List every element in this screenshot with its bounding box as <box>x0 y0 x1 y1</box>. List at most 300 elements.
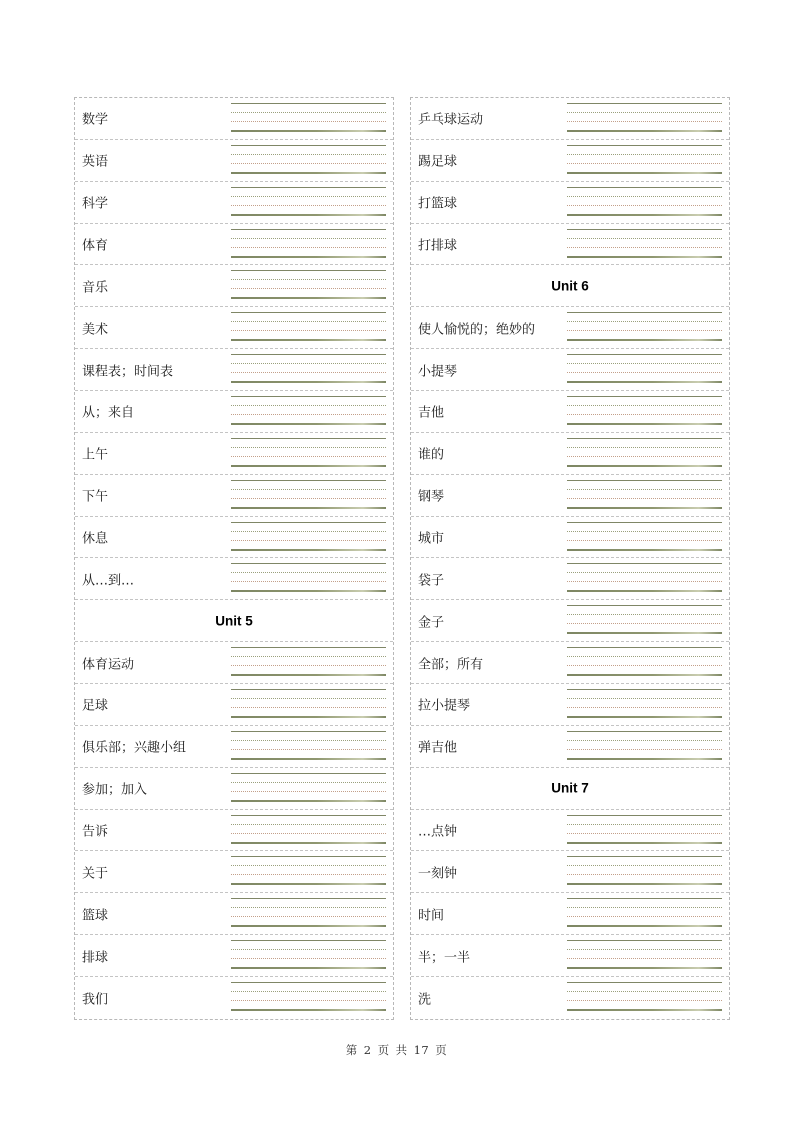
guide-dotted-line <box>231 447 386 448</box>
vocab-chinese-label: 英语 <box>82 154 109 170</box>
unit-heading: Unit 6 <box>551 278 589 294</box>
guide-solid-line <box>567 507 722 509</box>
writing-guide-lines[interactable] <box>231 270 386 299</box>
guide-dotted-line <box>231 112 386 113</box>
guide-dotted-line <box>231 456 386 457</box>
writing-guide-lines[interactable] <box>231 647 386 676</box>
left-vocab-table <box>74 97 394 1020</box>
vocab-chinese-label: 参加；加入 <box>82 782 148 798</box>
guide-dotted-line <box>567 330 722 331</box>
writing-guide-lines[interactable] <box>231 940 386 969</box>
vocab-row <box>75 851 393 893</box>
guide-solid-line <box>231 438 386 439</box>
guide-solid-line <box>567 647 722 648</box>
guide-dotted-line <box>567 581 722 582</box>
guide-dotted-line <box>567 456 722 457</box>
vocab-chinese-label: 从…到… <box>82 573 135 589</box>
guide-solid-line <box>567 925 722 927</box>
guide-solid-line <box>567 214 722 216</box>
writing-guide-lines[interactable] <box>567 605 722 634</box>
guide-dotted-line <box>231 707 386 708</box>
guide-solid-line <box>567 590 722 592</box>
vocab-chinese-label: 城市 <box>418 531 445 547</box>
guide-dotted-line <box>231 656 386 657</box>
vocab-row <box>411 558 729 600</box>
guide-solid-line <box>231 549 386 551</box>
guide-solid-line <box>567 130 722 132</box>
guide-dotted-line <box>231 991 386 992</box>
writing-guide-lines[interactable] <box>567 480 722 509</box>
vocab-chinese-label: 上午 <box>82 447 109 463</box>
page-footer <box>0 1042 793 1058</box>
guide-dotted-line <box>567 414 722 415</box>
guide-solid-line <box>567 256 722 258</box>
guide-solid-line <box>231 674 386 676</box>
guide-solid-line <box>231 689 386 690</box>
writing-guide-lines[interactable] <box>231 815 386 844</box>
guide-solid-line <box>567 563 722 564</box>
writing-guide-lines[interactable] <box>231 773 386 802</box>
guide-dotted-line <box>231 874 386 875</box>
writing-guide-lines[interactable] <box>567 815 722 844</box>
vocab-row <box>411 349 729 391</box>
vocab-row <box>411 977 729 1019</box>
guide-dotted-line <box>567 824 722 825</box>
writing-guide-lines[interactable] <box>567 856 722 885</box>
writing-guide-lines[interactable] <box>567 522 722 551</box>
guide-solid-line <box>231 940 386 941</box>
vocab-chinese-label: 数学 <box>82 112 109 128</box>
writing-guide-lines[interactable] <box>231 396 386 425</box>
guide-solid-line <box>567 1009 722 1011</box>
footer-prefix: 第 <box>345 1043 358 1057</box>
guide-solid-line <box>231 815 386 816</box>
writing-guide-lines[interactable] <box>231 145 386 174</box>
guide-dotted-line <box>231 907 386 908</box>
guide-dotted-line <box>231 791 386 792</box>
guide-dotted-line <box>567 489 722 490</box>
writing-guide-lines[interactable] <box>231 229 386 258</box>
guide-solid-line <box>231 423 386 425</box>
vocab-chinese-label: 洗 <box>418 992 432 1008</box>
guide-dotted-line <box>231 865 386 866</box>
guide-dotted-line <box>231 540 386 541</box>
guide-dotted-line <box>567 112 722 113</box>
vocab-chinese-label: 袋子 <box>418 573 445 589</box>
vocab-chinese-label: 使人愉悦的；绝妙的 <box>418 322 536 338</box>
guide-dotted-line <box>231 205 386 206</box>
vocab-chinese-label: 体育运动 <box>82 657 135 673</box>
guide-dotted-line <box>567 949 722 950</box>
vocab-row <box>75 642 393 684</box>
vocab-row <box>75 935 393 977</box>
writing-guide-lines[interactable] <box>231 187 386 216</box>
writing-guide-lines[interactable] <box>231 982 386 1011</box>
guide-solid-line <box>231 145 386 146</box>
writing-guide-lines[interactable] <box>567 982 722 1011</box>
guide-solid-line <box>231 381 386 383</box>
vocab-chinese-label: 科学 <box>82 196 109 212</box>
vocab-row <box>75 349 393 391</box>
writing-guide-lines[interactable] <box>231 103 386 132</box>
guide-dotted-line <box>231 279 386 280</box>
vocab-row <box>75 684 393 726</box>
guide-dotted-line <box>231 531 386 532</box>
guide-dotted-line <box>567 121 722 122</box>
guide-dotted-line <box>231 833 386 834</box>
guide-dotted-line <box>231 949 386 950</box>
guide-solid-line <box>231 297 386 299</box>
guide-solid-line <box>231 187 386 188</box>
vocab-row <box>75 224 393 266</box>
guide-dotted-line <box>567 740 722 741</box>
vocab-row <box>411 224 729 266</box>
vocab-chinese-label: 休息 <box>82 531 109 547</box>
guide-dotted-line <box>231 665 386 666</box>
guide-solid-line <box>231 982 386 983</box>
guide-dotted-line <box>567 991 722 992</box>
guide-solid-line <box>231 465 386 467</box>
vocab-chinese-label: …点钟 <box>418 824 458 840</box>
vocab-chinese-label: 弹吉他 <box>418 740 458 756</box>
vocab-row <box>75 810 393 852</box>
vocab-chinese-label: 我们 <box>82 992 109 1008</box>
vocab-row <box>411 517 729 559</box>
guide-solid-line <box>567 898 722 899</box>
vocab-chinese-label: 音乐 <box>82 280 109 296</box>
vocab-chinese-label: 打篮球 <box>418 196 458 212</box>
vocab-row <box>75 977 393 1019</box>
vocab-chinese-label: 谁的 <box>418 447 445 463</box>
guide-dotted-line <box>231 824 386 825</box>
guide-solid-line <box>567 339 722 341</box>
guide-solid-line <box>567 842 722 844</box>
writing-guide-lines[interactable] <box>231 689 386 718</box>
unit-heading: Unit 7 <box>551 780 589 796</box>
vocab-row <box>75 475 393 517</box>
guide-dotted-line <box>231 363 386 364</box>
guide-dotted-line <box>567 498 722 499</box>
guide-dotted-line <box>567 916 722 917</box>
guide-solid-line <box>567 145 722 146</box>
guide-solid-line <box>231 731 386 732</box>
vocab-chinese-label: 金子 <box>418 615 445 631</box>
guide-dotted-line <box>231 414 386 415</box>
vocab-chinese-label: 乒乓球运动 <box>418 112 484 128</box>
guide-dotted-line <box>231 581 386 582</box>
guide-solid-line <box>231 396 386 397</box>
right-vocab-table <box>410 97 730 1020</box>
guide-dotted-line <box>567 874 722 875</box>
vocab-row <box>75 893 393 935</box>
guide-dotted-line <box>567 247 722 248</box>
guide-solid-line <box>231 522 386 523</box>
guide-dotted-line <box>567 623 722 624</box>
vocab-row <box>411 935 729 977</box>
guide-dotted-line <box>231 498 386 499</box>
guide-solid-line <box>567 172 722 174</box>
vocab-chinese-label: 排球 <box>82 950 109 966</box>
guide-dotted-line <box>567 238 722 239</box>
guide-solid-line <box>231 883 386 885</box>
writing-guide-lines[interactable] <box>567 229 722 258</box>
guide-dotted-line <box>231 740 386 741</box>
vocab-chinese-label: 从；来自 <box>82 405 135 421</box>
guide-dotted-line <box>567 205 722 206</box>
guide-dotted-line <box>231 321 386 322</box>
footer-total-word: 共 <box>395 1043 408 1057</box>
guide-solid-line <box>231 130 386 132</box>
guide-dotted-line <box>567 749 722 750</box>
guide-solid-line <box>231 507 386 509</box>
vocab-row <box>75 391 393 433</box>
vocab-chinese-label: 一刻钟 <box>418 866 458 882</box>
vocab-row <box>411 642 729 684</box>
vocab-chinese-label: 篮球 <box>82 908 109 924</box>
guide-dotted-line <box>567 665 722 666</box>
guide-solid-line <box>567 856 722 857</box>
guide-solid-line <box>231 856 386 857</box>
guide-solid-line <box>567 815 722 816</box>
guide-dotted-line <box>231 154 386 155</box>
writing-guide-lines[interactable] <box>231 731 386 760</box>
footer-suffix: 页 <box>435 1043 448 1057</box>
vocab-chinese-label: 踢足球 <box>418 154 458 170</box>
vocab-chinese-label: 告诉 <box>82 824 109 840</box>
vocab-chinese-label: 小提琴 <box>418 364 458 380</box>
guide-solid-line <box>567 480 722 481</box>
guide-dotted-line <box>231 572 386 573</box>
guide-solid-line <box>231 1009 386 1011</box>
guide-solid-line <box>567 187 722 188</box>
footer-current-page: 2 <box>363 1043 372 1057</box>
guide-dotted-line <box>567 865 722 866</box>
guide-solid-line <box>231 563 386 564</box>
vocab-row <box>411 140 729 182</box>
vocab-chinese-label: 半；一半 <box>418 950 471 966</box>
vocab-row <box>411 684 729 726</box>
guide-solid-line <box>231 967 386 969</box>
writing-guide-lines[interactable] <box>567 438 722 467</box>
guide-dotted-line <box>567 698 722 699</box>
guide-solid-line <box>231 773 386 774</box>
unit-header-row <box>411 265 729 307</box>
guide-dotted-line <box>567 540 722 541</box>
guide-dotted-line <box>567 321 722 322</box>
writing-guide-lines[interactable] <box>567 396 722 425</box>
guide-dotted-line <box>231 238 386 239</box>
guide-solid-line <box>567 758 722 760</box>
vocab-chinese-label: 拉小提琴 <box>418 698 471 714</box>
writing-guide-lines[interactable] <box>567 187 722 216</box>
guide-dotted-line <box>567 363 722 364</box>
writing-guide-lines[interactable] <box>567 563 722 592</box>
vocab-chinese-label: 下午 <box>82 489 109 505</box>
guide-dotted-line <box>231 782 386 783</box>
vocab-row <box>411 726 729 768</box>
guide-solid-line <box>567 689 722 690</box>
writing-guide-lines[interactable] <box>567 647 722 676</box>
writing-guide-lines[interactable] <box>567 103 722 132</box>
guide-solid-line <box>231 229 386 230</box>
vocab-chinese-label: 关于 <box>82 866 109 882</box>
guide-solid-line <box>231 103 386 104</box>
writing-guide-lines[interactable] <box>231 898 386 927</box>
vocab-row <box>75 768 393 810</box>
vocab-row <box>75 558 393 600</box>
guide-solid-line <box>567 396 722 397</box>
guide-solid-line <box>567 465 722 467</box>
writing-guide-lines[interactable] <box>231 438 386 467</box>
footer-page-word: 页 <box>377 1043 390 1057</box>
guide-solid-line <box>231 312 386 313</box>
guide-dotted-line <box>231 916 386 917</box>
unit-header-row <box>75 600 393 642</box>
guide-solid-line <box>231 758 386 760</box>
guide-dotted-line <box>231 405 386 406</box>
guide-dotted-line <box>231 288 386 289</box>
guide-dotted-line <box>231 1000 386 1001</box>
guide-solid-line <box>567 423 722 425</box>
guide-solid-line <box>231 214 386 216</box>
vocab-row <box>411 851 729 893</box>
writing-guide-lines[interactable] <box>567 354 722 383</box>
guide-dotted-line <box>231 121 386 122</box>
writing-guide-lines[interactable] <box>231 563 386 592</box>
vocab-row <box>75 182 393 224</box>
guide-solid-line <box>231 354 386 355</box>
guide-dotted-line <box>567 907 722 908</box>
guide-dotted-line <box>567 196 722 197</box>
vocab-chinese-label: 时间 <box>418 908 445 924</box>
guide-dotted-line <box>567 531 722 532</box>
guide-solid-line <box>567 438 722 439</box>
writing-guide-lines[interactable] <box>231 480 386 509</box>
guide-solid-line <box>231 480 386 481</box>
guide-solid-line <box>231 256 386 258</box>
vocab-row <box>75 307 393 349</box>
vocab-row <box>75 726 393 768</box>
guide-dotted-line <box>567 447 722 448</box>
guide-solid-line <box>567 967 722 969</box>
guide-solid-line <box>231 716 386 718</box>
guide-dotted-line <box>567 372 722 373</box>
vocab-chinese-label: 体育 <box>82 238 109 254</box>
vocab-row <box>75 265 393 307</box>
vocab-chinese-label: 美术 <box>82 322 109 338</box>
guide-solid-line <box>567 632 722 634</box>
guide-solid-line <box>231 172 386 174</box>
guide-solid-line <box>567 312 722 313</box>
writing-guide-lines[interactable] <box>567 898 722 927</box>
vocab-chinese-label: 钢琴 <box>418 489 445 505</box>
guide-dotted-line <box>567 656 722 657</box>
vocab-chinese-label: 俱乐部；兴趣小组 <box>82 740 187 756</box>
vocab-chinese-label: 足球 <box>82 698 109 714</box>
writing-guide-lines[interactable] <box>231 522 386 551</box>
vocab-row <box>75 140 393 182</box>
guide-solid-line <box>231 270 386 271</box>
vocab-chinese-label: 打排球 <box>418 238 458 254</box>
guide-solid-line <box>567 354 722 355</box>
guide-dotted-line <box>567 1000 722 1001</box>
unit-heading: Unit 5 <box>215 613 253 629</box>
vocab-row <box>411 182 729 224</box>
vocab-chinese-label: 吉他 <box>418 405 445 421</box>
guide-solid-line <box>231 842 386 844</box>
guide-dotted-line <box>567 707 722 708</box>
guide-solid-line <box>567 605 722 606</box>
writing-guide-lines[interactable] <box>231 856 386 885</box>
guide-dotted-line <box>567 405 722 406</box>
writing-guide-lines[interactable] <box>567 145 722 174</box>
vocab-row <box>411 810 729 852</box>
writing-guide-lines[interactable] <box>231 312 386 341</box>
vocab-row <box>75 98 393 140</box>
guide-dotted-line <box>231 330 386 331</box>
guide-dotted-line <box>231 749 386 750</box>
guide-dotted-line <box>231 372 386 373</box>
guide-solid-line <box>231 590 386 592</box>
writing-guide-lines[interactable] <box>567 689 722 718</box>
vocab-chinese-label: 课程表；时间表 <box>82 364 174 380</box>
guide-dotted-line <box>567 958 722 959</box>
guide-solid-line <box>231 925 386 927</box>
guide-dotted-line <box>567 163 722 164</box>
vocab-row <box>411 98 729 140</box>
guide-dotted-line <box>231 489 386 490</box>
vocab-row <box>411 475 729 517</box>
guide-solid-line <box>567 982 722 983</box>
vocab-row <box>75 517 393 559</box>
vocab-row <box>411 893 729 935</box>
guide-dotted-line <box>567 833 722 834</box>
writing-guide-lines[interactable] <box>567 940 722 969</box>
guide-dotted-line <box>231 163 386 164</box>
vocab-row <box>75 433 393 475</box>
guide-solid-line <box>567 381 722 383</box>
guide-dotted-line <box>567 614 722 615</box>
guide-solid-line <box>567 549 722 551</box>
guide-solid-line <box>567 674 722 676</box>
guide-dotted-line <box>231 698 386 699</box>
writing-guide-lines[interactable] <box>231 354 386 383</box>
vocab-row <box>411 433 729 475</box>
guide-dotted-line <box>567 572 722 573</box>
guide-solid-line <box>567 940 722 941</box>
vocab-row <box>411 307 729 349</box>
guide-solid-line <box>567 103 722 104</box>
guide-solid-line <box>231 898 386 899</box>
footer-total-pages: 17 <box>413 1043 430 1057</box>
guide-dotted-line <box>231 196 386 197</box>
guide-solid-line <box>231 339 386 341</box>
vocab-row <box>411 391 729 433</box>
unit-header-row <box>411 768 729 810</box>
guide-solid-line <box>231 647 386 648</box>
guide-solid-line <box>231 800 386 802</box>
guide-solid-line <box>567 731 722 732</box>
guide-solid-line <box>567 522 722 523</box>
vocab-chinese-label: 全部；所有 <box>418 657 484 673</box>
writing-guide-lines[interactable] <box>567 731 722 760</box>
writing-guide-lines[interactable] <box>567 312 722 341</box>
guide-dotted-line <box>231 958 386 959</box>
guide-solid-line <box>567 229 722 230</box>
guide-dotted-line <box>231 247 386 248</box>
guide-solid-line <box>567 883 722 885</box>
guide-solid-line <box>567 716 722 718</box>
